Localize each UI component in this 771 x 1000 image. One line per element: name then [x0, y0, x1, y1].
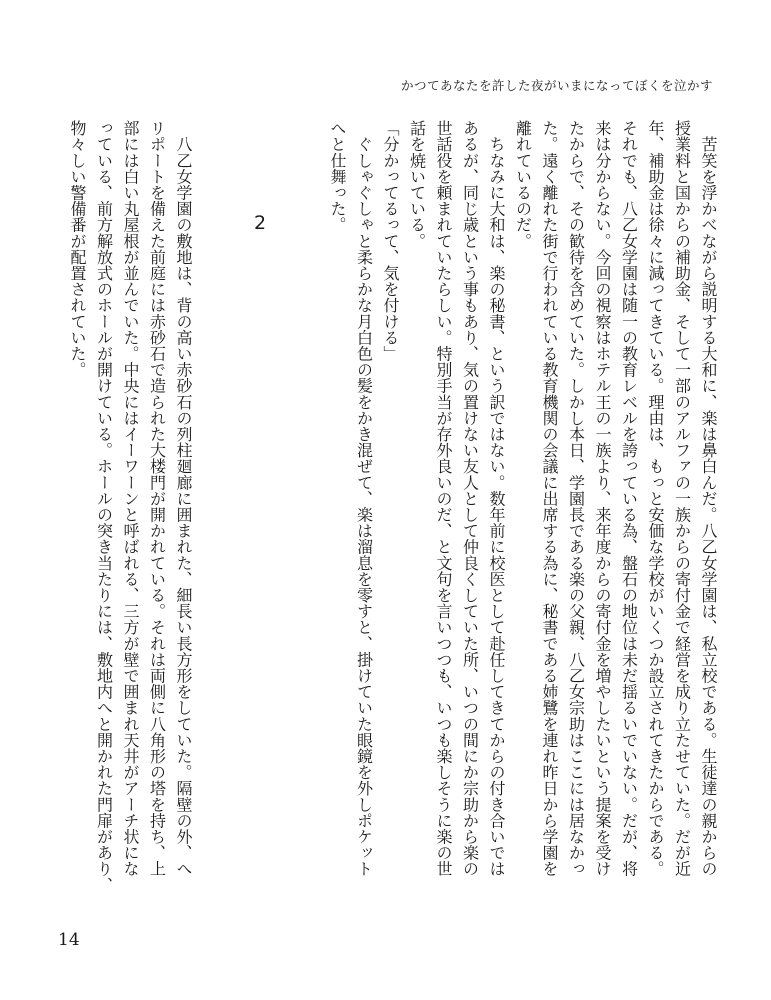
text-line: っている、前方解放式のホールが開けている。ホールの突き当たりには、敷地内へと開かれた門扉があり、 [94, 120, 114, 893]
text-line: 物々しい警備番が配置されていた。 [68, 120, 87, 378]
text-line: たからで、その歓待を含めていた。しかし本日、学園長である楽の父親、八乙女宗助はここには居なかっ [566, 120, 586, 877]
text-line: あるが、同じ歳という事もあり、気の置けない友人として仲良くしていた所、いつの間にか宗助から楽の [460, 120, 480, 877]
text-line: 部には白い丸屋根が並んでいた。中央にはイーワーンと呼ばれる、三方が壁で囲まれ天井がアーチ状にな [121, 120, 140, 877]
text-line: 八乙女学園の敷地は、背の高い赤砂石の列柱廻廊に囲まれた、細長い長方形をしていた。隔壁の外、へ [174, 120, 193, 877]
text-line: それでも、八乙女学園は随一の教育レベルを誇っている為、盤石の地位は未だ揺るいでいない。だが、将 [619, 120, 639, 877]
text-line: 話を焼いている。 [407, 120, 427, 249]
text-line: た。遠く離れた街で行われている教育機関の会議に出席する為に、秘書である姉鷺を連れ昨日から学園を [540, 120, 559, 877]
section-2-text [63, 120, 196, 893]
text-line: ちなみに大和は、楽の秘書、という訳ではない。数年前に校医として赴任してきてからの付き合いでは [487, 120, 506, 877]
text-line: 年、補助金は徐々に減ってきている。理由は、もっと安価な学校がいくつか設立されてきたからである。 [646, 120, 665, 877]
text-line: 来は分からない。今回の視察はホテル王の一族より、来年度からの寄付金を増やしたいという提案を受け [593, 120, 612, 877]
section-number: 2 [254, 212, 267, 234]
text-line: 授業料と国からの補助金、そして一部のアルファの一族からの寄付金で経営を成り立たせていた。だが近 [672, 120, 692, 877]
text-line: 離れているのだ。 [513, 120, 533, 249]
text-line: へと仕舞った。 [328, 120, 347, 233]
text-line: 苦笑を浮かべながら説明する大和に、楽は鼻白んだ。八乙女学園は、私立校である。生徒達の親からの [699, 120, 718, 877]
text-line: リポートを備えた前庭には赤砂石で造られた大楼門が開かれている。それは両側に八角形の塔を持ち、上 [147, 120, 167, 877]
text-line: 世話役を頼まれていたらしい。特別手当が存外良いのだ、と文句を言いつつも、いつも楽しそうに楽の世 [434, 120, 453, 877]
running-head: かつてあなたを許した夜がいまになってぼくを泣かす [400, 78, 713, 93]
section-1-text [323, 120, 721, 890]
dialogue-line: 「分かってるって、気を付ける」 [381, 120, 400, 362]
page-number: 14 [58, 930, 80, 950]
text-line: ぐしゃぐしゃと柔らかな月白色の髪をかき混ぜて、楽は溜息を零すと、掛けていた眼鏡を外しポケット [354, 120, 374, 877]
